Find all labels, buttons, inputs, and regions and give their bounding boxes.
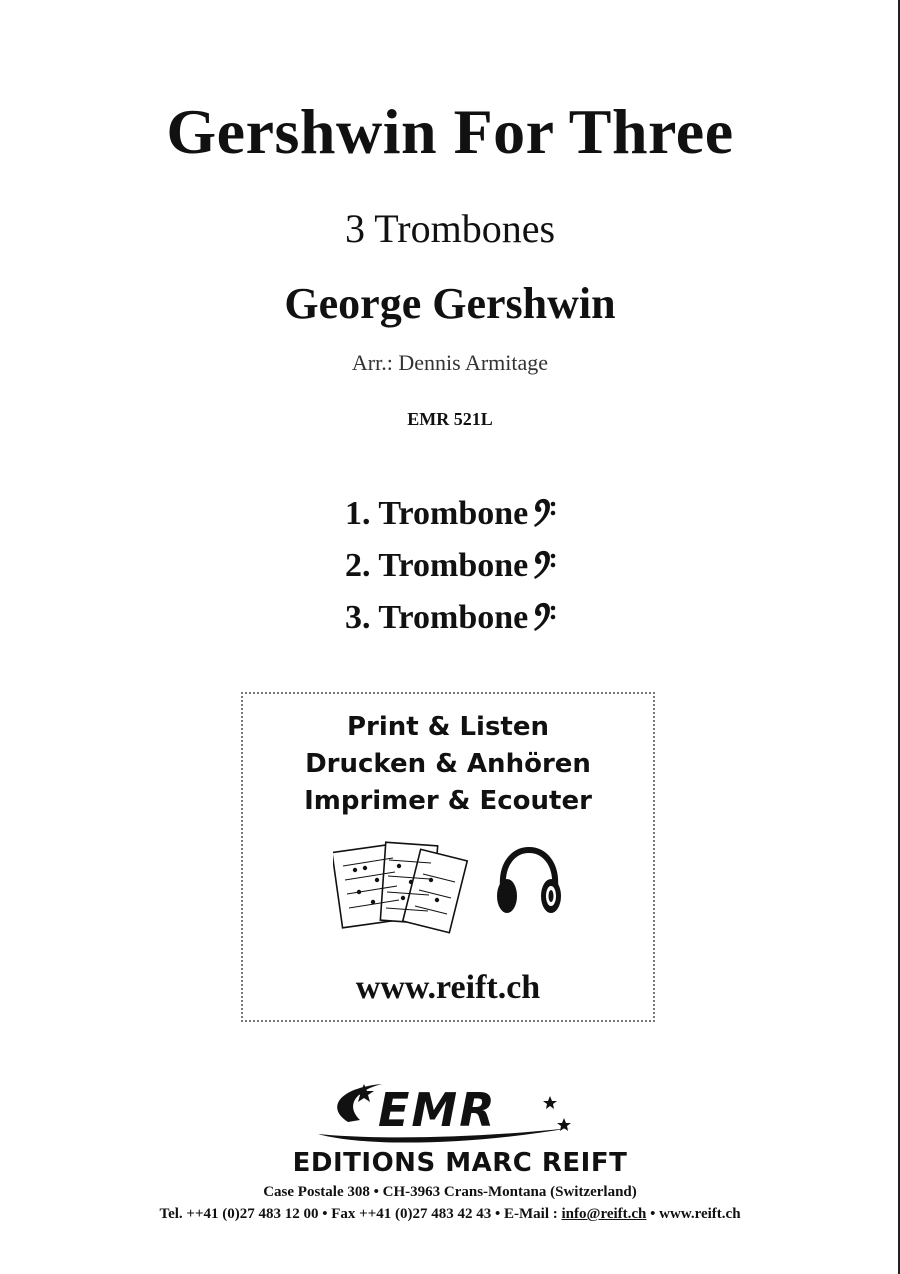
headphones-icon xyxy=(493,844,565,924)
page-title: Gershwin For Three xyxy=(166,96,734,167)
bass-clef-icon xyxy=(532,548,556,584)
arranger-credit: Arr.: Dennis Armitage xyxy=(351,350,549,375)
emr-logo xyxy=(308,1078,588,1148)
part-label: 3. Trombone xyxy=(345,599,529,636)
bass-clef-icon xyxy=(532,496,556,532)
composer-name: George Gershwin xyxy=(284,279,616,328)
part-item xyxy=(345,488,556,540)
part-item xyxy=(345,592,556,644)
parts-list xyxy=(345,488,556,644)
logo-wordmark: EMR xyxy=(378,1083,497,1137)
part-label: 2. Trombone xyxy=(345,547,529,584)
publisher-address: Case Postale 308 • CH-3963 Crans-Montana (Switzerland) xyxy=(263,1184,637,1200)
promo-line-english: Print & Listen xyxy=(346,712,550,742)
promo-url[interactable]: www.reift.ch xyxy=(355,969,541,1006)
promo-line-french: Imprimer & Ecouter xyxy=(304,786,592,816)
publisher-name-text: EDITIONS MARC REIFT xyxy=(292,1148,628,1176)
print-listen-box xyxy=(241,692,655,1022)
instrumentation: 3 Trombones xyxy=(344,206,556,251)
catalog-number: EMR 521L xyxy=(407,409,493,429)
contact-phone-fax: Tel. ++41 (0)27 483 12 00 • Fax ++41 (0)27 483 42 43 • E-Mail : xyxy=(159,1206,562,1222)
part-item xyxy=(345,540,556,592)
contact-website[interactable]: • www.reift.ch xyxy=(646,1206,741,1222)
promo-line-german: Drucken & Anhören xyxy=(305,749,591,779)
publisher-name xyxy=(240,1146,680,1176)
publisher-contact xyxy=(0,1206,900,1223)
part-label: 1. Trombone xyxy=(345,495,529,532)
sheet-music-icon xyxy=(333,840,473,935)
contact-email-link[interactable]: info@reift.ch xyxy=(561,1206,647,1222)
bass-clef-icon xyxy=(532,600,556,636)
